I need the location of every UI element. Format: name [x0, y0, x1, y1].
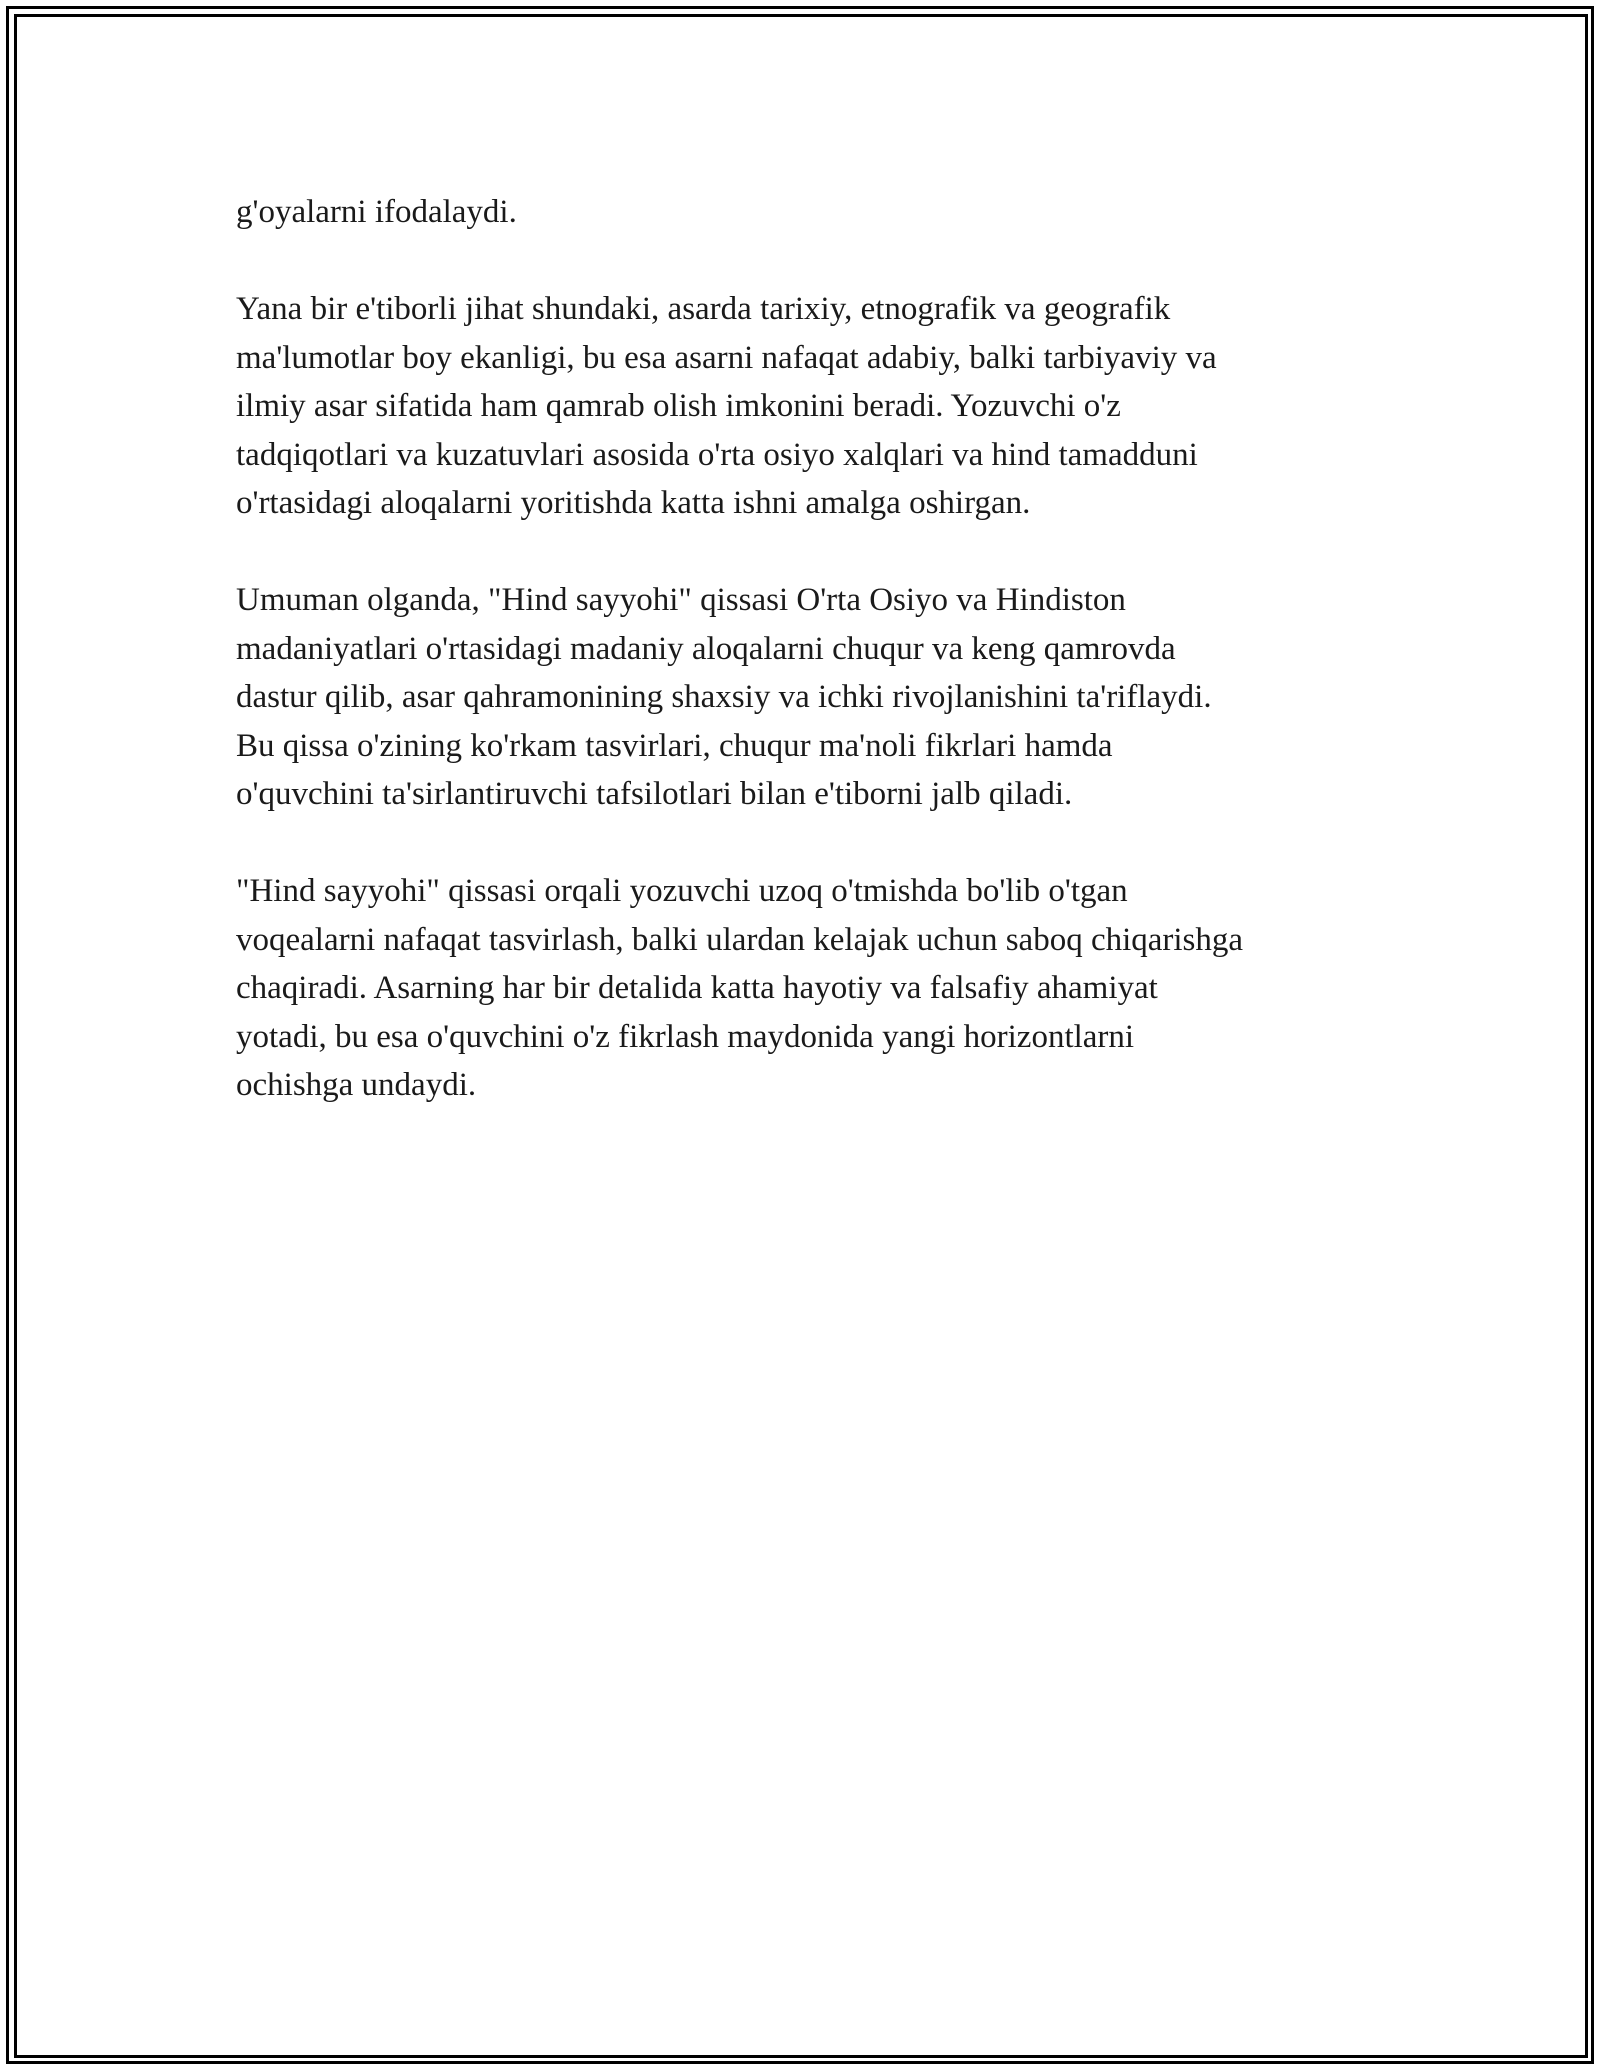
paragraph-1: g'oyalarni ifodalaydi. — [236, 194, 517, 230]
document-body — [236, 188, 1376, 1158]
paragraph-3: Umuman olganda, "Hind sayyohi" qissasi O'rta Osiyo va Hindiston madaniyatlari o'rtasidagi madaniy aloqalarni chuqur va keng qamrovda dastur qilib, asar qahramonining shaxsiy va ichki rivojlanishini ta'riflaydi. Bu qissa o'zining ko'rkam tasvirlari, chuqur ma'noli fikrlari hamda o'quvchini ta'sirlantiruvchi tafsilotlari bilan e'tiborni jalb qiladi. — [236, 582, 1212, 812]
paragraph-2: Yana bir e'tiborli jihat shundaki, asarda tarixiy, etnografik va geografik ma'lumotlar boy ekanligi, bu esa asarni nafaqat adabiy, balki tarbiyaviy va ilmiy asar sifatida ham qamrab olish imkonini beradi. Yozuvchi o'z tadqiqotlari va kuzatuvlari asosida o'rta osiyo xalqlari va hind tamadduni o'rtasidagi aloqalarni yoritishda katta ishni amalga oshirgan. — [236, 291, 1217, 521]
paragraph-4: "Hind sayyohi" qissasi orqali yozuvchi uzoq o'tmishda bo'lib o'tgan voqealarni nafaqat tasvirlash, balki ulardan kelajak uchun saboq chiqarishga chaqiradi. Asarning har bir detalida katta hayotiy va falsafiy ahamiyat yotadi, bu esa o'quvchini o'z fikrlash maydonida yangi horizontlarni ochishga undaydi. — [236, 873, 1244, 1103]
